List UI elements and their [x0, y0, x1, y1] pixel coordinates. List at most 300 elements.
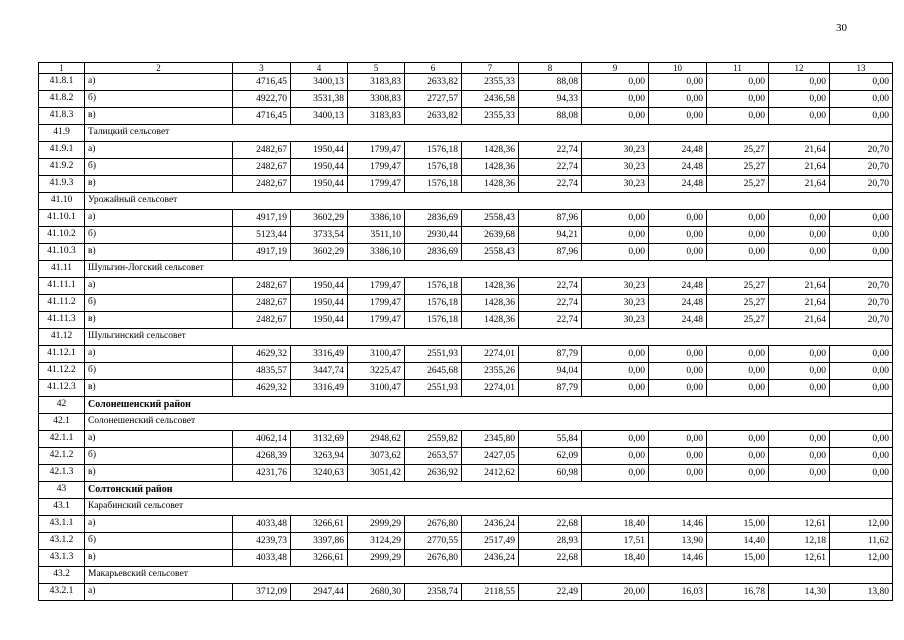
table-row [39, 142, 893, 159]
row-code: 41.9.1 [39, 142, 85, 159]
value-cell: 0,00 [582, 448, 649, 465]
value-cell: 0,00 [830, 91, 893, 108]
district-header-row [39, 397, 893, 414]
value-cell: 24,48 [649, 159, 707, 176]
value-cell: 14,46 [649, 550, 707, 567]
row-code: 41.11.1 [39, 278, 85, 295]
section-title: Талицкий сельсовет [85, 125, 893, 142]
row-label: в) [85, 244, 233, 261]
row-code: 41.10.3 [39, 244, 85, 261]
value-cell: 2653,57 [405, 448, 462, 465]
value-cell: 15,00 [707, 550, 769, 567]
value-cell: 3308,83 [348, 91, 405, 108]
table-row [39, 91, 893, 108]
value-cell: 0,00 [830, 210, 893, 227]
value-cell: 3397,86 [291, 533, 348, 550]
value-cell: 0,00 [649, 448, 707, 465]
value-cell: 0,00 [707, 244, 769, 261]
value-cell: 30,23 [582, 312, 649, 329]
table-row [39, 312, 893, 329]
value-cell: 0,00 [582, 210, 649, 227]
value-cell: 0,00 [707, 448, 769, 465]
value-cell: 3386,10 [348, 244, 405, 261]
value-cell: 25,27 [707, 142, 769, 159]
value-cell: 14,46 [649, 516, 707, 533]
value-cell: 1576,18 [405, 295, 462, 312]
value-cell: 2482,67 [233, 295, 291, 312]
value-cell: 1950,44 [291, 142, 348, 159]
row-label: в) [85, 312, 233, 329]
section-title: Макарьевский сельсовет [85, 567, 893, 584]
row-code: 41.8.3 [39, 108, 85, 125]
value-cell: 0,00 [649, 363, 707, 380]
value-cell: 3316,49 [291, 380, 348, 397]
value-cell: 1950,44 [291, 295, 348, 312]
row-code: 43.1 [39, 499, 85, 516]
column-number: 7 [462, 63, 519, 74]
value-cell: 3602,29 [291, 244, 348, 261]
value-cell: 3511,10 [348, 227, 405, 244]
value-cell: 2558,43 [462, 210, 519, 227]
value-cell: 3132,69 [291, 431, 348, 448]
table-row [39, 533, 893, 550]
row-code: 42 [39, 397, 85, 414]
value-cell: 22,49 [519, 584, 582, 601]
section-header-row [39, 329, 893, 346]
value-cell: 3712,09 [233, 584, 291, 601]
value-cell: 1950,44 [291, 159, 348, 176]
value-cell: 21,64 [769, 142, 830, 159]
value-cell: 3263,94 [291, 448, 348, 465]
value-cell: 0,00 [769, 448, 830, 465]
value-cell: 4917,19 [233, 244, 291, 261]
value-cell: 4922,70 [233, 91, 291, 108]
value-cell: 20,70 [830, 312, 893, 329]
value-cell: 20,70 [830, 176, 893, 193]
value-cell: 1799,47 [348, 312, 405, 329]
value-cell: 2770,55 [405, 533, 462, 550]
value-cell: 14,40 [707, 533, 769, 550]
value-cell: 25,27 [707, 312, 769, 329]
value-cell: 21,64 [769, 176, 830, 193]
value-cell: 1950,44 [291, 312, 348, 329]
value-cell: 55,84 [519, 431, 582, 448]
value-cell: 87,96 [519, 244, 582, 261]
value-cell: 3386,10 [348, 210, 405, 227]
value-cell: 3073,62 [348, 448, 405, 465]
value-cell: 2947,44 [291, 584, 348, 601]
column-number: 12 [769, 63, 830, 74]
value-cell: 3124,29 [348, 533, 405, 550]
value-cell: 0,00 [830, 363, 893, 380]
value-cell: 2482,67 [233, 176, 291, 193]
value-cell: 1950,44 [291, 278, 348, 295]
value-cell: 3733,54 [291, 227, 348, 244]
value-cell: 0,00 [649, 346, 707, 363]
value-cell: 21,64 [769, 159, 830, 176]
value-cell: 24,48 [649, 278, 707, 295]
value-cell: 13,90 [649, 533, 707, 550]
value-cell: 20,70 [830, 295, 893, 312]
value-cell: 0,00 [582, 380, 649, 397]
value-cell: 0,00 [649, 210, 707, 227]
row-code: 42.1 [39, 414, 85, 431]
value-cell: 2436,58 [462, 91, 519, 108]
value-cell: 88,08 [519, 108, 582, 125]
value-cell: 24,48 [649, 176, 707, 193]
value-cell: 0,00 [582, 431, 649, 448]
value-cell: 3183,83 [348, 108, 405, 125]
value-cell: 2517,49 [462, 533, 519, 550]
section-title: Шульгин-Логский сельсовет [85, 261, 893, 278]
column-number: 3 [233, 63, 291, 74]
value-cell: 3447,74 [291, 363, 348, 380]
value-cell: 22,74 [519, 142, 582, 159]
value-cell: 2482,67 [233, 142, 291, 159]
column-number: 13 [830, 63, 893, 74]
value-cell: 12,00 [830, 516, 893, 533]
value-cell: 0,00 [649, 244, 707, 261]
row-label: б) [85, 227, 233, 244]
value-cell: 3316,49 [291, 346, 348, 363]
row-code: 43.1.3 [39, 550, 85, 567]
value-cell: 1799,47 [348, 142, 405, 159]
value-cell: 2999,29 [348, 550, 405, 567]
value-cell: 0,00 [582, 108, 649, 125]
value-cell: 4062,14 [233, 431, 291, 448]
value-cell: 4716,45 [233, 74, 291, 91]
value-cell: 3225,47 [348, 363, 405, 380]
row-code: 43.1.2 [39, 533, 85, 550]
row-code: 43 [39, 482, 85, 499]
value-cell: 2676,80 [405, 516, 462, 533]
section-title: Карабинский сельсовет [85, 499, 893, 516]
value-cell: 0,00 [649, 380, 707, 397]
row-code: 41.8.2 [39, 91, 85, 108]
value-cell: 1799,47 [348, 176, 405, 193]
value-cell: 60,98 [519, 465, 582, 482]
value-cell: 21,64 [769, 312, 830, 329]
row-code: 41.12 [39, 329, 85, 346]
row-code: 42.1.3 [39, 465, 85, 482]
value-cell: 1428,36 [462, 142, 519, 159]
value-cell: 0,00 [582, 346, 649, 363]
section-title: Шульгинский сельсовет [85, 329, 893, 346]
value-cell: 2412,62 [462, 465, 519, 482]
value-cell: 2633,82 [405, 108, 462, 125]
value-cell: 25,27 [707, 176, 769, 193]
value-cell: 20,70 [830, 142, 893, 159]
column-number: 8 [519, 63, 582, 74]
row-code: 43.1.1 [39, 516, 85, 533]
value-cell: 0,00 [830, 465, 893, 482]
value-cell: 2482,67 [233, 159, 291, 176]
section-header-row [39, 125, 893, 142]
value-cell: 62,09 [519, 448, 582, 465]
value-cell: 2999,29 [348, 516, 405, 533]
table-row [39, 108, 893, 125]
column-number: 6 [405, 63, 462, 74]
row-code: 41.8.1 [39, 74, 85, 91]
table-row [39, 550, 893, 567]
value-cell: 0,00 [649, 431, 707, 448]
value-cell: 3400,13 [291, 74, 348, 91]
row-code: 41.10.2 [39, 227, 85, 244]
value-cell: 0,00 [769, 380, 830, 397]
value-cell: 25,27 [707, 278, 769, 295]
value-cell: 1576,18 [405, 312, 462, 329]
value-cell: 2551,93 [405, 346, 462, 363]
row-code: 41.11 [39, 261, 85, 278]
row-code: 43.2.1 [39, 584, 85, 601]
value-cell: 2836,69 [405, 210, 462, 227]
row-code: 41.11.3 [39, 312, 85, 329]
value-cell: 2636,92 [405, 465, 462, 482]
value-cell: 1428,36 [462, 159, 519, 176]
value-cell: 3051,42 [348, 465, 405, 482]
value-cell: 20,00 [582, 584, 649, 601]
row-code: 41.9.3 [39, 176, 85, 193]
value-cell: 3602,29 [291, 210, 348, 227]
value-cell: 0,00 [582, 91, 649, 108]
value-cell: 30,23 [582, 295, 649, 312]
value-cell: 0,00 [769, 363, 830, 380]
district-title: Солонешенский район [85, 397, 893, 414]
column-number: 2 [85, 63, 233, 74]
value-cell: 2645,68 [405, 363, 462, 380]
table-body [39, 63, 893, 601]
value-cell: 21,64 [769, 278, 830, 295]
column-number: 5 [348, 63, 405, 74]
value-cell: 1576,18 [405, 142, 462, 159]
value-cell: 87,79 [519, 380, 582, 397]
value-cell: 0,00 [707, 210, 769, 227]
section-header-row [39, 567, 893, 584]
value-cell: 0,00 [707, 91, 769, 108]
value-cell: 2118,55 [462, 584, 519, 601]
value-cell: 4033,48 [233, 516, 291, 533]
value-cell: 30,23 [582, 142, 649, 159]
row-label: а) [85, 431, 233, 448]
value-cell: 4716,45 [233, 108, 291, 125]
value-cell: 1428,36 [462, 278, 519, 295]
value-cell: 16,78 [707, 584, 769, 601]
value-cell: 2358,74 [405, 584, 462, 601]
row-label: б) [85, 91, 233, 108]
value-cell: 3183,83 [348, 74, 405, 91]
value-cell: 22,74 [519, 312, 582, 329]
value-cell: 0,00 [769, 108, 830, 125]
value-cell: 24,48 [649, 312, 707, 329]
value-cell: 1950,44 [291, 176, 348, 193]
row-code: 43.2 [39, 567, 85, 584]
value-cell: 0,00 [582, 363, 649, 380]
value-cell: 2427,05 [462, 448, 519, 465]
tariff-table [38, 62, 893, 601]
value-cell: 20,70 [830, 159, 893, 176]
value-cell: 2558,43 [462, 244, 519, 261]
value-cell: 94,04 [519, 363, 582, 380]
value-cell: 20,70 [830, 278, 893, 295]
row-code: 41.9.2 [39, 159, 85, 176]
value-cell: 0,00 [769, 244, 830, 261]
value-cell: 30,23 [582, 159, 649, 176]
row-code: 41.9 [39, 125, 85, 142]
value-cell: 2676,80 [405, 550, 462, 567]
row-label: б) [85, 159, 233, 176]
value-cell: 4629,32 [233, 346, 291, 363]
value-cell: 3531,38 [291, 91, 348, 108]
row-code: 41.12.3 [39, 380, 85, 397]
value-cell: 0,00 [649, 227, 707, 244]
value-cell: 0,00 [769, 346, 830, 363]
value-cell: 18,40 [582, 550, 649, 567]
value-cell: 0,00 [649, 108, 707, 125]
value-cell: 2274,01 [462, 346, 519, 363]
value-cell: 21,64 [769, 295, 830, 312]
row-label: а) [85, 584, 233, 601]
value-cell: 2355,33 [462, 74, 519, 91]
value-cell: 17,51 [582, 533, 649, 550]
value-cell: 0,00 [769, 431, 830, 448]
row-label: в) [85, 108, 233, 125]
value-cell: 2355,33 [462, 108, 519, 125]
value-cell: 4917,19 [233, 210, 291, 227]
value-cell: 25,27 [707, 159, 769, 176]
row-label: б) [85, 533, 233, 550]
value-cell: 4629,32 [233, 380, 291, 397]
value-cell: 1799,47 [348, 159, 405, 176]
value-cell: 4033,48 [233, 550, 291, 567]
value-cell: 4231,76 [233, 465, 291, 482]
table-row [39, 380, 893, 397]
value-cell: 0,00 [769, 227, 830, 244]
value-cell: 94,21 [519, 227, 582, 244]
value-cell: 0,00 [830, 346, 893, 363]
value-cell: 0,00 [830, 380, 893, 397]
row-code: 41.11.2 [39, 295, 85, 312]
value-cell: 0,00 [830, 431, 893, 448]
value-cell: 3266,61 [291, 516, 348, 533]
table-row [39, 346, 893, 363]
row-code: 41.10 [39, 193, 85, 210]
row-label: а) [85, 278, 233, 295]
value-cell: 18,40 [582, 516, 649, 533]
row-label: а) [85, 210, 233, 227]
value-cell: 2551,93 [405, 380, 462, 397]
value-cell: 22,68 [519, 550, 582, 567]
table-row [39, 431, 893, 448]
column-number: 9 [582, 63, 649, 74]
row-label: б) [85, 363, 233, 380]
table-row [39, 448, 893, 465]
table-row [39, 278, 893, 295]
section-header-row [39, 414, 893, 431]
value-cell: 1799,47 [348, 278, 405, 295]
row-label: б) [85, 448, 233, 465]
value-cell: 2930,44 [405, 227, 462, 244]
table-row [39, 363, 893, 380]
section-header-row [39, 261, 893, 278]
section-title: Солонешенский сельсовет [85, 414, 893, 431]
value-cell: 12,61 [769, 516, 830, 533]
value-cell: 3100,47 [348, 380, 405, 397]
value-cell: 0,00 [582, 244, 649, 261]
value-cell: 0,00 [707, 227, 769, 244]
value-cell: 0,00 [830, 74, 893, 91]
value-cell: 14,30 [769, 584, 830, 601]
value-cell: 22,74 [519, 295, 582, 312]
value-cell: 87,96 [519, 210, 582, 227]
value-cell: 3400,13 [291, 108, 348, 125]
value-cell: 0,00 [649, 74, 707, 91]
value-cell: 0,00 [707, 363, 769, 380]
table-row [39, 516, 893, 533]
value-cell: 88,08 [519, 74, 582, 91]
value-cell: 13,80 [830, 584, 893, 601]
value-cell: 11,62 [830, 533, 893, 550]
value-cell: 4835,57 [233, 363, 291, 380]
table-row [39, 210, 893, 227]
value-cell: 0,00 [830, 244, 893, 261]
value-cell: 22,74 [519, 176, 582, 193]
value-cell: 2482,67 [233, 312, 291, 329]
value-cell: 2633,82 [405, 74, 462, 91]
value-cell: 2274,01 [462, 380, 519, 397]
row-label: б) [85, 295, 233, 312]
table-row [39, 74, 893, 91]
value-cell: 2836,69 [405, 244, 462, 261]
value-cell: 2680,30 [348, 584, 405, 601]
table-row [39, 584, 893, 601]
table-row [39, 227, 893, 244]
value-cell: 30,23 [582, 176, 649, 193]
value-cell: 0,00 [707, 465, 769, 482]
row-code: 41.10.1 [39, 210, 85, 227]
value-cell: 4268,39 [233, 448, 291, 465]
value-cell: 94,33 [519, 91, 582, 108]
row-label: а) [85, 516, 233, 533]
value-cell: 2436,24 [462, 550, 519, 567]
value-cell: 3266,61 [291, 550, 348, 567]
value-cell: 87,79 [519, 346, 582, 363]
value-cell: 1428,36 [462, 312, 519, 329]
value-cell: 2355,26 [462, 363, 519, 380]
value-cell: 0,00 [769, 74, 830, 91]
table-row [39, 465, 893, 482]
value-cell: 12,18 [769, 533, 830, 550]
value-cell: 3240,63 [291, 465, 348, 482]
value-cell: 15,00 [707, 516, 769, 533]
column-number: 11 [707, 63, 769, 74]
value-cell: 0,00 [649, 91, 707, 108]
value-cell: 0,00 [649, 465, 707, 482]
value-cell: 0,00 [582, 74, 649, 91]
value-cell: 12,61 [769, 550, 830, 567]
row-code: 41.12.2 [39, 363, 85, 380]
row-label: в) [85, 550, 233, 567]
value-cell: 24,48 [649, 142, 707, 159]
value-cell: 0,00 [830, 448, 893, 465]
value-cell: 0,00 [707, 431, 769, 448]
row-code: 42.1.2 [39, 448, 85, 465]
value-cell: 1576,18 [405, 278, 462, 295]
value-cell: 1799,47 [348, 295, 405, 312]
value-cell: 2436,24 [462, 516, 519, 533]
row-label: в) [85, 465, 233, 482]
section-title: Урожайный сельсовет [85, 193, 893, 210]
value-cell: 1428,36 [462, 176, 519, 193]
